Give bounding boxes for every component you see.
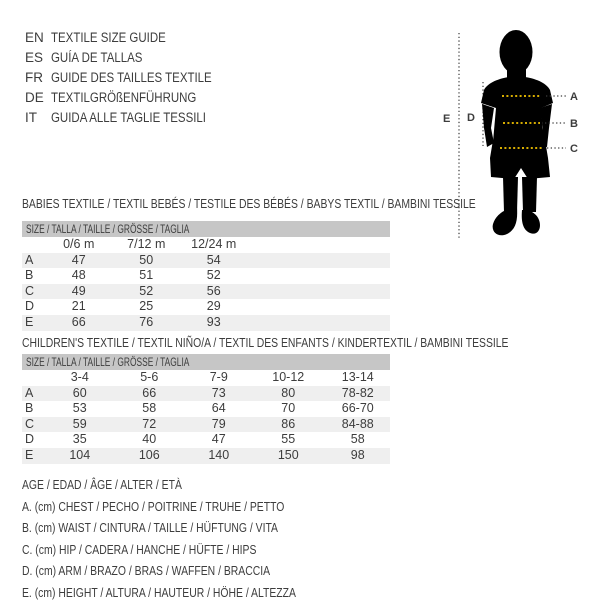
right-foot-shape bbox=[522, 210, 540, 234]
body-length-label-d: D bbox=[467, 112, 475, 124]
table-cell: 104 bbox=[69, 447, 91, 462]
table-cell: 72 bbox=[142, 416, 157, 431]
table-cell: 48 bbox=[71, 268, 86, 283]
legend-height-line: E. (cm) HEIGHT / ALTURA / HAUTEUR / HÖHE / ALTEZZA bbox=[22, 584, 296, 600]
language-label: TEXTILGRÖßENFÜHRUNG bbox=[51, 90, 197, 105]
table-cell: 60 bbox=[72, 385, 87, 400]
table-cell: 58 bbox=[142, 401, 157, 416]
table-cell: 52 bbox=[206, 268, 221, 283]
shorts-shape bbox=[490, 140, 550, 179]
chest-label-a: A bbox=[570, 91, 578, 103]
babies-table-header-bar: SIZE / TALLA / TAILLE / GRÖSSE / TAGLIA bbox=[22, 221, 390, 237]
table-cell: 80 bbox=[281, 385, 296, 400]
language-title-list bbox=[25, 28, 240, 128]
column-header: 13-14 bbox=[341, 370, 374, 384]
table-cell: 150 bbox=[277, 447, 299, 462]
row-label: A bbox=[25, 385, 34, 400]
left-foot-shape bbox=[493, 208, 518, 235]
column-header: 10-12 bbox=[272, 370, 305, 384]
legend-chest-line: A. (cm) CHEST / PECHO / POITRINE / TRUHE / PETTO bbox=[22, 498, 285, 514]
table-cell: 79 bbox=[211, 416, 226, 431]
children-column-header-row bbox=[22, 370, 390, 386]
table-cell: 29 bbox=[206, 299, 221, 314]
legend-age-line: AGE / EDAD / ÂGE / ALTER / ETÀ bbox=[22, 477, 182, 492]
table-cell: 53 bbox=[72, 401, 87, 416]
column-header: 0/6 m bbox=[63, 237, 95, 251]
table-cell: 35 bbox=[72, 432, 87, 447]
table-cell: 40 bbox=[142, 432, 157, 447]
row-label: C bbox=[25, 416, 35, 431]
table-cell: 47 bbox=[71, 252, 86, 267]
babies-column-header-row bbox=[22, 237, 390, 253]
table-row bbox=[22, 386, 390, 402]
table-cell: 70 bbox=[281, 401, 296, 416]
language-label: GUIDA ALLE TAGLIE TESSILI bbox=[51, 110, 206, 125]
babies-section-title: BABIES TEXTILE / TEXTIL BEBÉS / TESTILE DES BÉBÉS / BABYS TEXTIL / BAMBINI TESSILE bbox=[22, 196, 476, 211]
table-cell: 59 bbox=[72, 416, 87, 431]
column-header: 5-6 bbox=[140, 370, 159, 384]
row-label: D bbox=[25, 432, 35, 447]
column-header: 7-9 bbox=[209, 370, 228, 384]
table-row bbox=[22, 315, 390, 331]
table-row bbox=[22, 253, 390, 269]
table-cell: 73 bbox=[211, 385, 226, 400]
row-label: A bbox=[25, 252, 34, 267]
table-cell: 25 bbox=[139, 299, 154, 314]
table-cell: 66 bbox=[142, 385, 157, 400]
language-code: IT bbox=[25, 110, 37, 125]
table-cell: 47 bbox=[211, 432, 226, 447]
legend-hip-line: C. (cm) HIP / CADERA / HANCHE / HÜFTE / HIPS bbox=[22, 541, 257, 557]
table-cell: 66 bbox=[71, 314, 86, 329]
table-cell: 66-70 bbox=[341, 401, 374, 416]
children-table-header-bar: SIZE / TALLA / TAILLE / GRÖSSE / TAGLIA bbox=[22, 354, 390, 370]
table-cell: 93 bbox=[206, 314, 221, 329]
row-label: E bbox=[25, 447, 34, 462]
table-cell: 58 bbox=[350, 432, 365, 447]
language-label: GUÍA DE TALLAS bbox=[51, 50, 143, 65]
table-cell: 106 bbox=[138, 447, 160, 462]
language-row bbox=[25, 88, 240, 108]
table-cell: 51 bbox=[139, 268, 154, 283]
language-row bbox=[25, 48, 240, 68]
table-cell: 55 bbox=[281, 432, 296, 447]
language-code: DE bbox=[25, 90, 44, 105]
waist-label-b: B bbox=[570, 118, 578, 130]
table-row bbox=[22, 432, 390, 448]
table-row bbox=[22, 284, 390, 300]
language-row bbox=[25, 108, 240, 128]
column-header: 12/24 m bbox=[191, 237, 237, 251]
table-cell: 49 bbox=[71, 283, 86, 298]
children-size-table bbox=[22, 354, 390, 464]
language-label: GUIDE DES TAILLES TEXTILE bbox=[51, 70, 212, 85]
row-label: D bbox=[25, 299, 35, 314]
table-row bbox=[22, 299, 390, 315]
left-arm-shape bbox=[482, 104, 494, 147]
table-row bbox=[22, 417, 390, 433]
column-header: 3-4 bbox=[70, 370, 89, 384]
table-cell: 84-88 bbox=[341, 416, 374, 431]
babies-size-table bbox=[22, 221, 390, 331]
row-label: C bbox=[25, 283, 35, 298]
table-cell: 50 bbox=[139, 252, 154, 267]
row-label: B bbox=[25, 401, 34, 416]
legend-arm-line: D. (cm) ARM / BRAZO / BRAS / WAFFEN / BRACCIA bbox=[22, 563, 271, 578]
row-label: E bbox=[25, 314, 34, 329]
table-cell: 54 bbox=[206, 252, 221, 267]
language-code: FR bbox=[25, 70, 43, 85]
table-cell: 52 bbox=[139, 283, 154, 298]
hip-label-c: C bbox=[570, 143, 578, 155]
table-cell: 76 bbox=[139, 314, 154, 329]
language-code: ES bbox=[25, 50, 44, 65]
table-cell: 98 bbox=[350, 447, 365, 462]
table-row bbox=[22, 401, 390, 417]
table-cell: 140 bbox=[208, 447, 230, 462]
measurement-legend bbox=[22, 474, 364, 600]
table-cell: 64 bbox=[211, 401, 226, 416]
row-label: B bbox=[25, 268, 34, 283]
column-header: 7/12 m bbox=[127, 237, 166, 251]
table-row bbox=[22, 268, 390, 284]
language-row bbox=[25, 68, 240, 88]
language-code: EN bbox=[25, 30, 44, 45]
language-label: TEXTILE SIZE GUIDE bbox=[51, 30, 166, 45]
height-label-e: E bbox=[443, 113, 451, 125]
table-cell: 21 bbox=[71, 299, 86, 314]
table-row bbox=[22, 448, 390, 464]
language-row bbox=[25, 28, 240, 48]
table-cell: 86 bbox=[281, 416, 296, 431]
table-cell: 78-82 bbox=[341, 385, 374, 400]
legend-waist-line: B. (cm) WAIST / CINTURA / TAILLE / HÜFTUNG / VITA bbox=[22, 520, 278, 535]
table-cell: 56 bbox=[206, 283, 221, 298]
children-section-title: CHILDREN'S TEXTILE / TEXTIL NIÑO/A / TEXTIL DES ENFANTS / KINDERTEXTIL / BAMBINI TESSILE bbox=[22, 335, 509, 350]
